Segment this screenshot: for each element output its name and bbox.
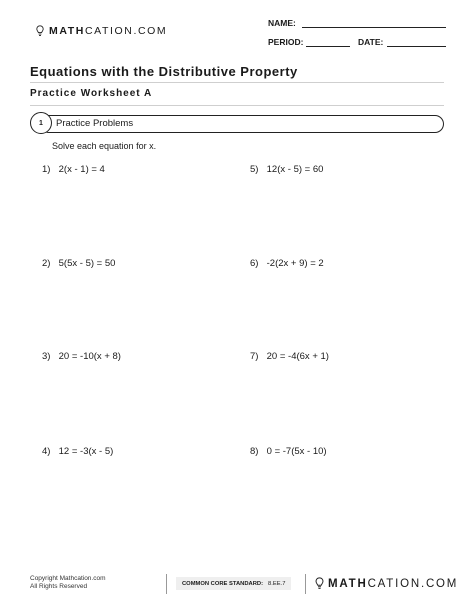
copyright-line: Copyright Mathcation.com bbox=[30, 575, 106, 582]
lightbulb-icon bbox=[36, 25, 44, 37]
date-label: DATE: bbox=[358, 37, 384, 47]
problem-1 bbox=[42, 164, 105, 175]
problem-equation: -2(2x + 9) = 2 bbox=[266, 258, 324, 269]
mathcation-logo bbox=[36, 25, 167, 37]
name-label: NAME: bbox=[268, 18, 296, 28]
date-field[interactable] bbox=[387, 46, 446, 47]
footer-logo bbox=[315, 577, 458, 590]
footer-divider bbox=[305, 574, 306, 594]
worksheet-subtitle: Practice Worksheet A bbox=[30, 88, 153, 99]
problem-number: 8) bbox=[250, 446, 259, 457]
problem-7 bbox=[250, 351, 329, 362]
standard-value: 8.EE.7 bbox=[268, 580, 286, 587]
copyright-notice bbox=[30, 575, 106, 591]
lightbulb-icon bbox=[315, 577, 324, 590]
problem-number: 6) bbox=[250, 258, 259, 269]
problem-number: 2) bbox=[42, 258, 51, 269]
instructions: Solve each equation for x. bbox=[52, 141, 157, 151]
problem-equation: 12 = -3(x - 5) bbox=[58, 446, 114, 457]
problem-equation: 5(5x - 5) = 50 bbox=[58, 258, 116, 269]
problem-number: 7) bbox=[250, 351, 259, 362]
problem-equation: 20 = -4(6x + 1) bbox=[266, 351, 329, 362]
problem-4 bbox=[42, 446, 113, 457]
logo-text: MATHCATION.COM bbox=[49, 25, 168, 37]
problem-number: 1) bbox=[42, 164, 51, 175]
problem-equation: 2(x - 1) = 4 bbox=[58, 164, 105, 175]
title-divider bbox=[30, 82, 444, 83]
section-header bbox=[30, 115, 444, 133]
period-label: PERIOD: bbox=[268, 37, 304, 47]
problem-number: 3) bbox=[42, 351, 51, 362]
problem-equation: 20 = -10(x + 8) bbox=[58, 351, 121, 362]
problem-equation: 0 = -7(5x - 10) bbox=[266, 446, 327, 457]
logo-text: MATHCATION.COM bbox=[328, 577, 459, 590]
subtitle-divider bbox=[30, 105, 444, 106]
worksheet-title: Equations with the Distributive Property bbox=[30, 64, 298, 79]
period-field[interactable] bbox=[306, 46, 350, 47]
standard-badge bbox=[176, 577, 291, 590]
problem-3 bbox=[42, 351, 121, 362]
problem-number: 4) bbox=[42, 446, 51, 457]
section-number-badge: 1 bbox=[30, 112, 52, 134]
problem-2 bbox=[42, 258, 115, 269]
problem-6 bbox=[250, 258, 324, 269]
name-field[interactable] bbox=[302, 27, 446, 28]
standard-label: COMMON CORE STANDARD: bbox=[182, 580, 264, 587]
footer-divider bbox=[166, 574, 167, 594]
section-title: Practice Problems bbox=[56, 118, 134, 129]
problem-5 bbox=[250, 164, 323, 175]
problem-8 bbox=[250, 446, 327, 457]
rights-line: All Rights Reserved bbox=[30, 583, 88, 590]
problem-equation: 12(x - 5) = 60 bbox=[266, 164, 324, 175]
problem-number: 5) bbox=[250, 164, 259, 175]
